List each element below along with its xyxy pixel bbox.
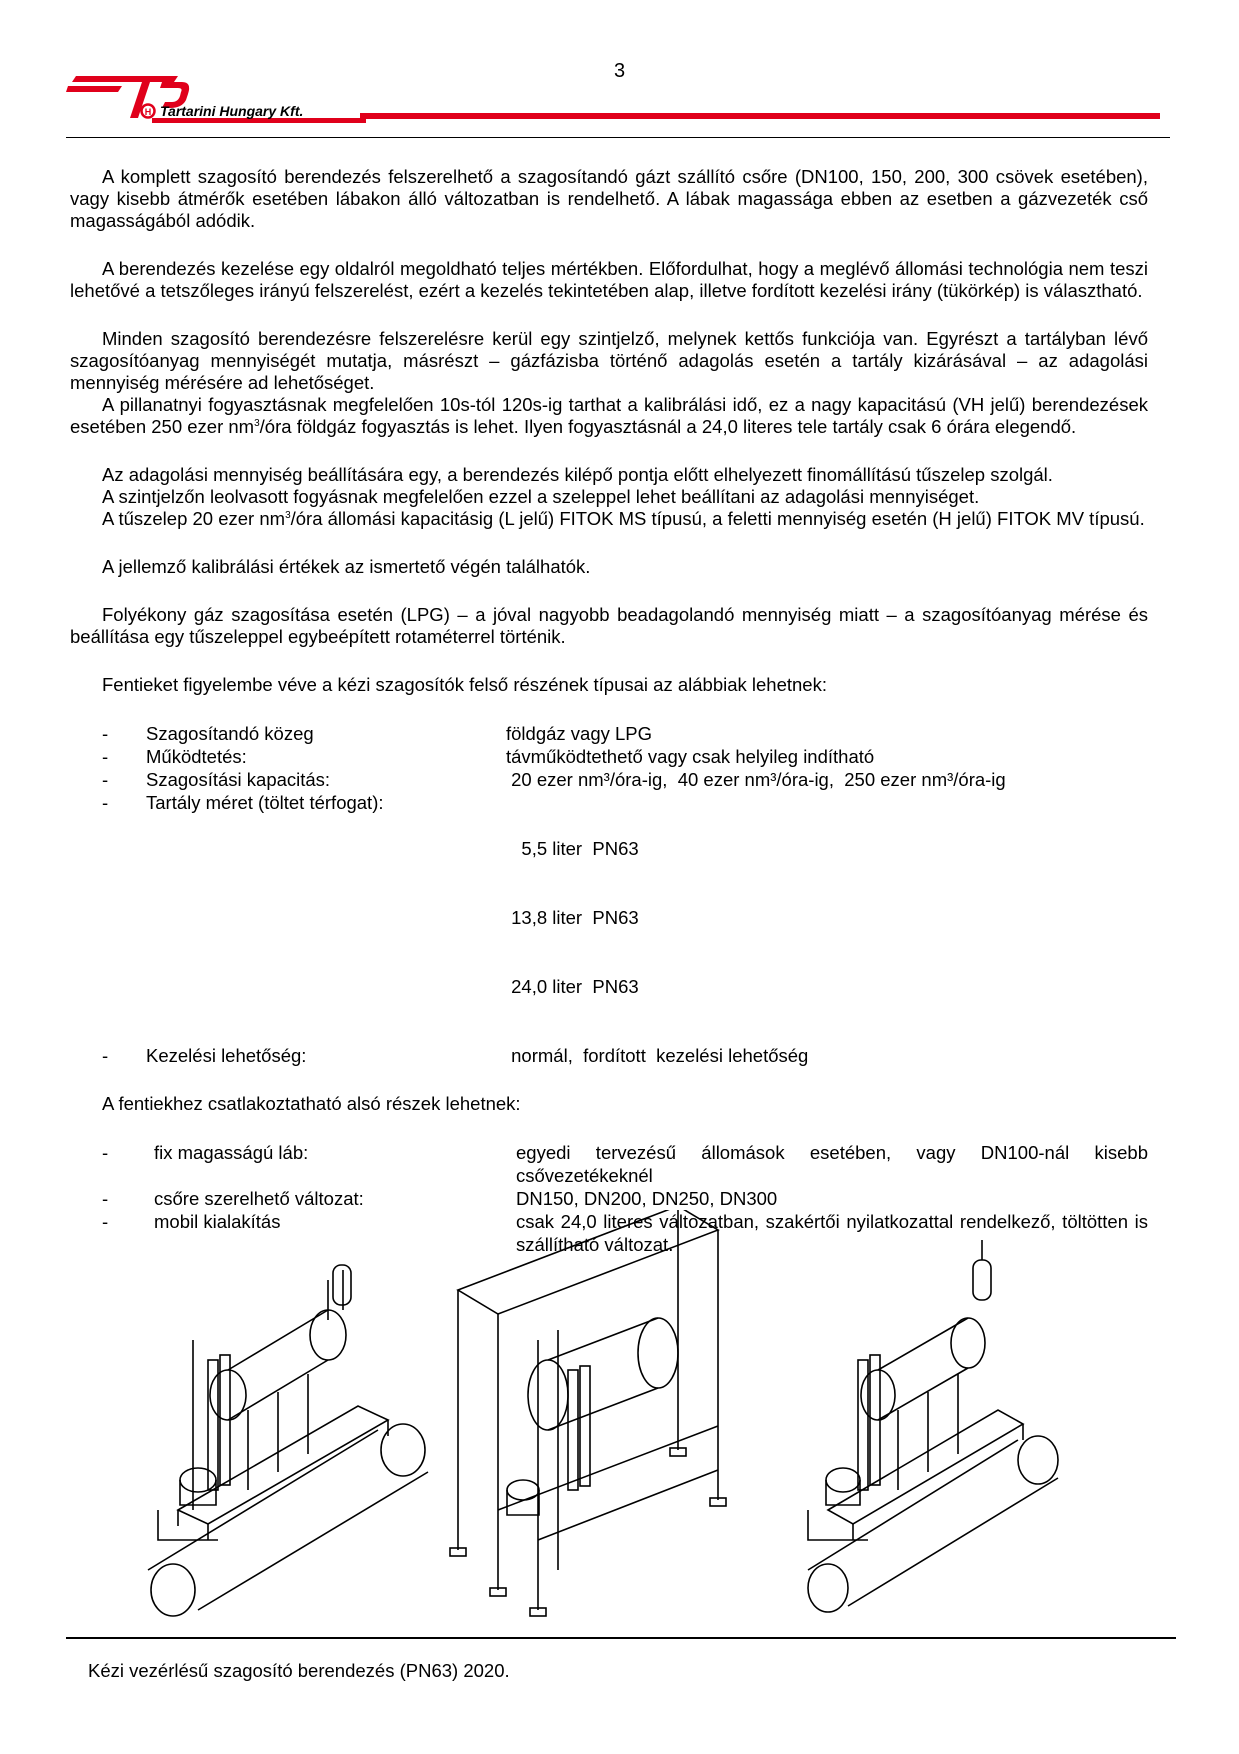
spec-row: - fix magasságú láb: egyedi tervezésű állomások esetében, vagy DN100-nál kisebb csővezetékeknél <box>102 1142 1148 1186</box>
mobile-frame-unit-drawing <box>450 1210 726 1616</box>
spec-value: normál, fordított kezelési lehetőség <box>506 1045 809 1066</box>
spec-label: Szagosítási kapacitás: <box>146 769 331 790</box>
lower-intro: A fentiekhez csatlakoztatható alsó részek lehetnek: <box>102 1093 521 1114</box>
spec-row: - Szagosítandó közeg földgáz vagy LPG <box>70 722 1148 745</box>
spec-row: - Tartály méret (töltet térfogat): 5,5 liter PN63 13,8 liter PN63 24,0 liter PN63 <box>70 791 1148 1044</box>
spec-row: - mobil kialakítás csak 24,0 literes változatban, szakértői nyilatkozattal rendelkező, töltötten is szállítható változat. <box>102 1211 1148 1255</box>
company-logo <box>66 74 366 126</box>
paragraph: Minden szagosító berendezésre felszerelésre kerül egy szintjelző, melynek kettős funkciója van. Egyrészt a tartályban lévő szagosítóanyag mennyiségét mutatja, másrészt – gázfázisba történő adagolás esetén a tartály kizárásával – az adagolási mennyiség mérésére ad lehetőséget. <box>70 328 1148 393</box>
svg-text:H: H <box>144 107 152 117</box>
paragraph: Az adagolási mennyiség beállítására egy, a berendezés kilépő pontja előtt elhelyezett finomállítású tűszelep szolgál. <box>102 464 1053 485</box>
pipe-mounted-unit-drawing <box>148 1265 428 1616</box>
spec-row: - Működtetés: távműködtethető vagy csak helyileg indítható <box>70 745 1148 768</box>
company-name: Tartarini Hungary Kft. <box>160 103 304 119</box>
spec-label: Tartály méret (töltet térfogat): <box>146 792 384 813</box>
spec-label: mobil kialakítás <box>154 1211 281 1232</box>
spec-row: - csőre szerelhető változat: DN150, DN200, DN250, DN300 <box>70 1187 1148 1210</box>
spec-label: fix magasságú láb: <box>154 1142 309 1163</box>
page-number: 3 <box>613 60 626 82</box>
spec-label: Kezelési lehetőség: <box>146 1045 307 1066</box>
paragraph: Folyékony gáz szagosítása esetén (LPG) – a jóval nagyobb beadagolandó mennyiség miatt – a szagosítóanyag mérése és beállítása egy tűszeleppel egybeépített rotaméterrel történik. <box>70 604 1148 647</box>
spec-value: 5,5 liter PN63 13,8 liter PN63 24,0 liter PN63 <box>506 838 639 997</box>
paragraph: A tűszelep 20 ezer $nm^3$/óra állomási kapacitásig (L jelű) FITOK MS típusú, a feletti mennyiség esetén (H jelű) FITOK MV típusú. <box>102 508 1145 529</box>
paragraph: A komplett szagosító berendezés felszerelhető a szagosítandó gázt szállító csőre (DN100, 150, 200, 300 csövek esetében), vagy kisebb átmérők esetében lábakon álló változatban is rendelhető. A lábak magassága ebben az esetben a gázvezeték cső magasságából adódik. <box>70 166 1148 231</box>
header-divider <box>66 137 1170 138</box>
spec-value: 20 ezer nm³/óra-ig, 40 ezer nm³/óra-ig, 250 ezer nm³/óra-ig <box>506 769 1006 790</box>
paragraph: A jellemző kalibrálási értékek az ismertető végén találhatók. <box>102 556 591 577</box>
upper-spec-list <box>70 722 1148 1067</box>
spec-row: - Szagosítási kapacitás: 20 ezer nm³/óra-ig, 40 ezer nm³/óra-ig, 250 ezer nm³/óra-ig <box>70 768 1148 791</box>
equipment-illustrations <box>118 1210 1138 1630</box>
spec-value: egyedi tervezésű állomások esetében, vagy DN100-nál kisebb csővezetékeknél <box>516 1142 1148 1186</box>
body-text <box>70 166 1148 1256</box>
spec-label: Működtetés: <box>146 746 247 767</box>
paragraph: A berendezés kezelése egy oldalról megoldható teljes mértékben. Előfordulhat, hogy a meglévő állomási technológia nem teszi lehetővé a tetszőleges irányú felszerelést, ezért a kezelés tekintetében alap, illetve fordított kezelési irány (tükörkép) is választható. <box>70 258 1148 301</box>
spec-value: csak 24,0 literes változatban, szakértői nyilatkozattal rendelkező, töltötten is szállítható változat. <box>516 1211 1148 1255</box>
pipe-mounted-unit-drawing-right <box>808 1240 1058 1612</box>
paragraph: A szintjelzőn leolvasott fogyásnak megfelelően ezzel a szeleppel lehet beállítani az adagolási mennyiséget. <box>102 486 980 507</box>
footer-divider <box>66 1637 1176 1639</box>
spec-value: távműködtethető vagy csak helyileg indítható <box>506 746 875 767</box>
spec-label: Szagosítandó közeg <box>146 723 314 744</box>
spec-row: - Kezelési lehetőség: normál, fordított kezelési lehetőség <box>70 1044 1148 1067</box>
brand-rule <box>360 113 1160 119</box>
paragraph: A pillanatnyi fogyasztásnak megfelelően 10s-tól 120s-ig tarthat a kalibrálási idő, ez a nagy kapacitású (VH jelű) berendezések esetében 250 ezer $nm^3$/óra földgáz fogyasztás is lehet. Ilyen fogyasztásnál a 24,0 literes tele tartály csak 6 órára elegendő. <box>70 394 1148 437</box>
footer-text: Kézi vezérlésű szagosító berendezés (PN63) 2020. <box>88 1660 510 1681</box>
spec-label: csőre szerelhető változat: <box>154 1188 364 1209</box>
spec-value: DN150, DN200, DN250, DN300 <box>516 1188 778 1209</box>
paragraph: Fentieket figyelembe véve a kézi szagosítók felső részének típusai az alábbiak lehetnek: <box>102 674 827 695</box>
spec-value: földgáz vagy LPG <box>506 723 653 744</box>
